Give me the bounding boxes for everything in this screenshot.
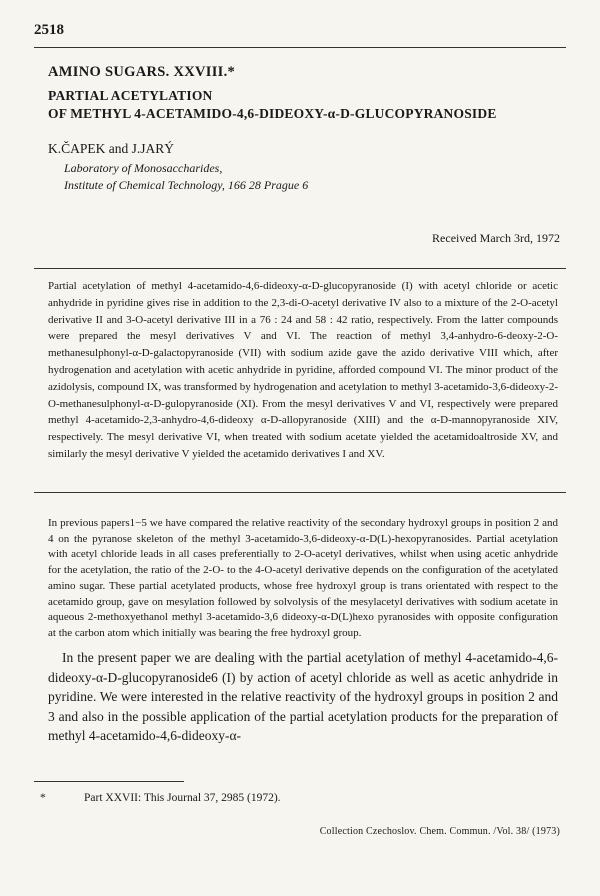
affiliation-line-2: Institute of Chemical Technology, 166 28 Prague 6 (64, 178, 309, 192)
footnote-text: Part XXVII: This Journal 37, 2985 (1972). (84, 792, 281, 804)
footnote (40, 792, 281, 804)
affiliation (64, 160, 308, 194)
abstract-rule-bottom (34, 492, 566, 493)
title-block (48, 64, 568, 123)
body-paragraph: In the present paper we are dealing with the partial acetylation of methyl 4-acetamido-4,6-dideoxy-α-D-glucopyranoside6 (I) by action of acetyl chloride as well as acetic anhydride in pyridine. We were interested in the relative reactivity of the hydroxyl groups in position 2 and 3 and also in the possible application of the partial acetylation products for the preparation of methyl 4-acetamido-4,6-dideoxy-α- (48, 650, 558, 743)
intro-paragraph: In previous papers1−5 we have compared the relative reactivity of the secondary hydroxyl groups in position 2 and 4 on the pyranose skeleton of the methyl 3-acetamido-3,6-dideoxy-α-D(L)-hexopyranosides. Partial acetylation with acetyl chloride leads in all cases preferentially to 2-O-acetyl derivatives, whilst when using acetic anhydride for the acetylation, the ratio of the 2-O- to the 4-O-acetyl derivative depends on the configuration of the acetylated amino sugar. These partial acetylated products, whose free hydroxyl group is trans orientated with respect to the acetamido group, gave on mesylation followed by solvolysis of the mesylacetyl derivatives with sodium acetate in aqueous 2-methoxyethanol methyl 3-acetamido-3,6 dideoxy-α-D(L)hexo pyranosides with opposite configuration at the carbon atom which initially was bearing the free hydroxyl group. (48, 517, 558, 639)
received-date: Received March 3rd, 1972 (432, 231, 560, 245)
abstract-rule-top (34, 268, 566, 269)
page-number: 2518 (34, 22, 64, 38)
header-rule (34, 47, 566, 48)
article-title-line-1: PARTIAL ACETYLATION (48, 88, 213, 103)
footnote-rule (34, 781, 184, 782)
footnote-mark: * (40, 792, 46, 804)
authors: K.ČAPEK and J.JARÝ (48, 141, 175, 156)
series-title: AMINO SUGARS. XXVIII.* (48, 64, 236, 80)
journal-footer: Collection Czechoslov. Chem. Commun. /Vol. 38/ (1973) (319, 826, 560, 837)
article-title-line-2: OF METHYL 4-ACETAMIDO-4,6-DIDEOXY-α-D-GLUCOPYRANOSIDE (48, 106, 497, 121)
abstract: Partial acetylation of methyl 4-acetamido-4,6-dideoxy-α-D-glucopyranoside (I) with acetyl chloride or acetic anhydride in pyridine gives rise in addition to the 2,3-di-O-acetyl derivative IV also to a mixture of the 2-O-acetyl derivative II and 3-O-acetyl derivative III in a 76 : 24 and 58 : 42 ratio, respectively. From the latter compounds were prepared the mesyl derivatives V and VI. The reaction of methyl 3,4-anhydro-6-deoxy-2-O-methanesulphonyl-α-D-galactopyranoside (VII) with sodium azide gave the azido derivative VIII which, after hydrogenation and acetylation with acetic anhydride in pyridine, afforded compound VI. The minor product of the azidolysis, compound IX, was transformed by hydrogenation and acetylation to methyl 3-acetamido-3,6-dideoxy-2-O-methanesulphonyl-α-D-gulopyranoside (XI). From the mesyl derivatives V and VI, respectively were prepared methyl 4-acetamido-2,3-anhydro-4,6-dideoxy α-D-allopyranoside (XIII) and the α-D-mannopyranoside XIV, respectively. The mesyl derivative VI, when treated with sodium acetate yielded the acetamidoaltroside XV, and similarly the mesyl derivative V yielded the acetamido derivatives I and XV. (48, 280, 558, 460)
affiliation-line-1: Laboratory of Monosaccharides, (64, 161, 223, 175)
